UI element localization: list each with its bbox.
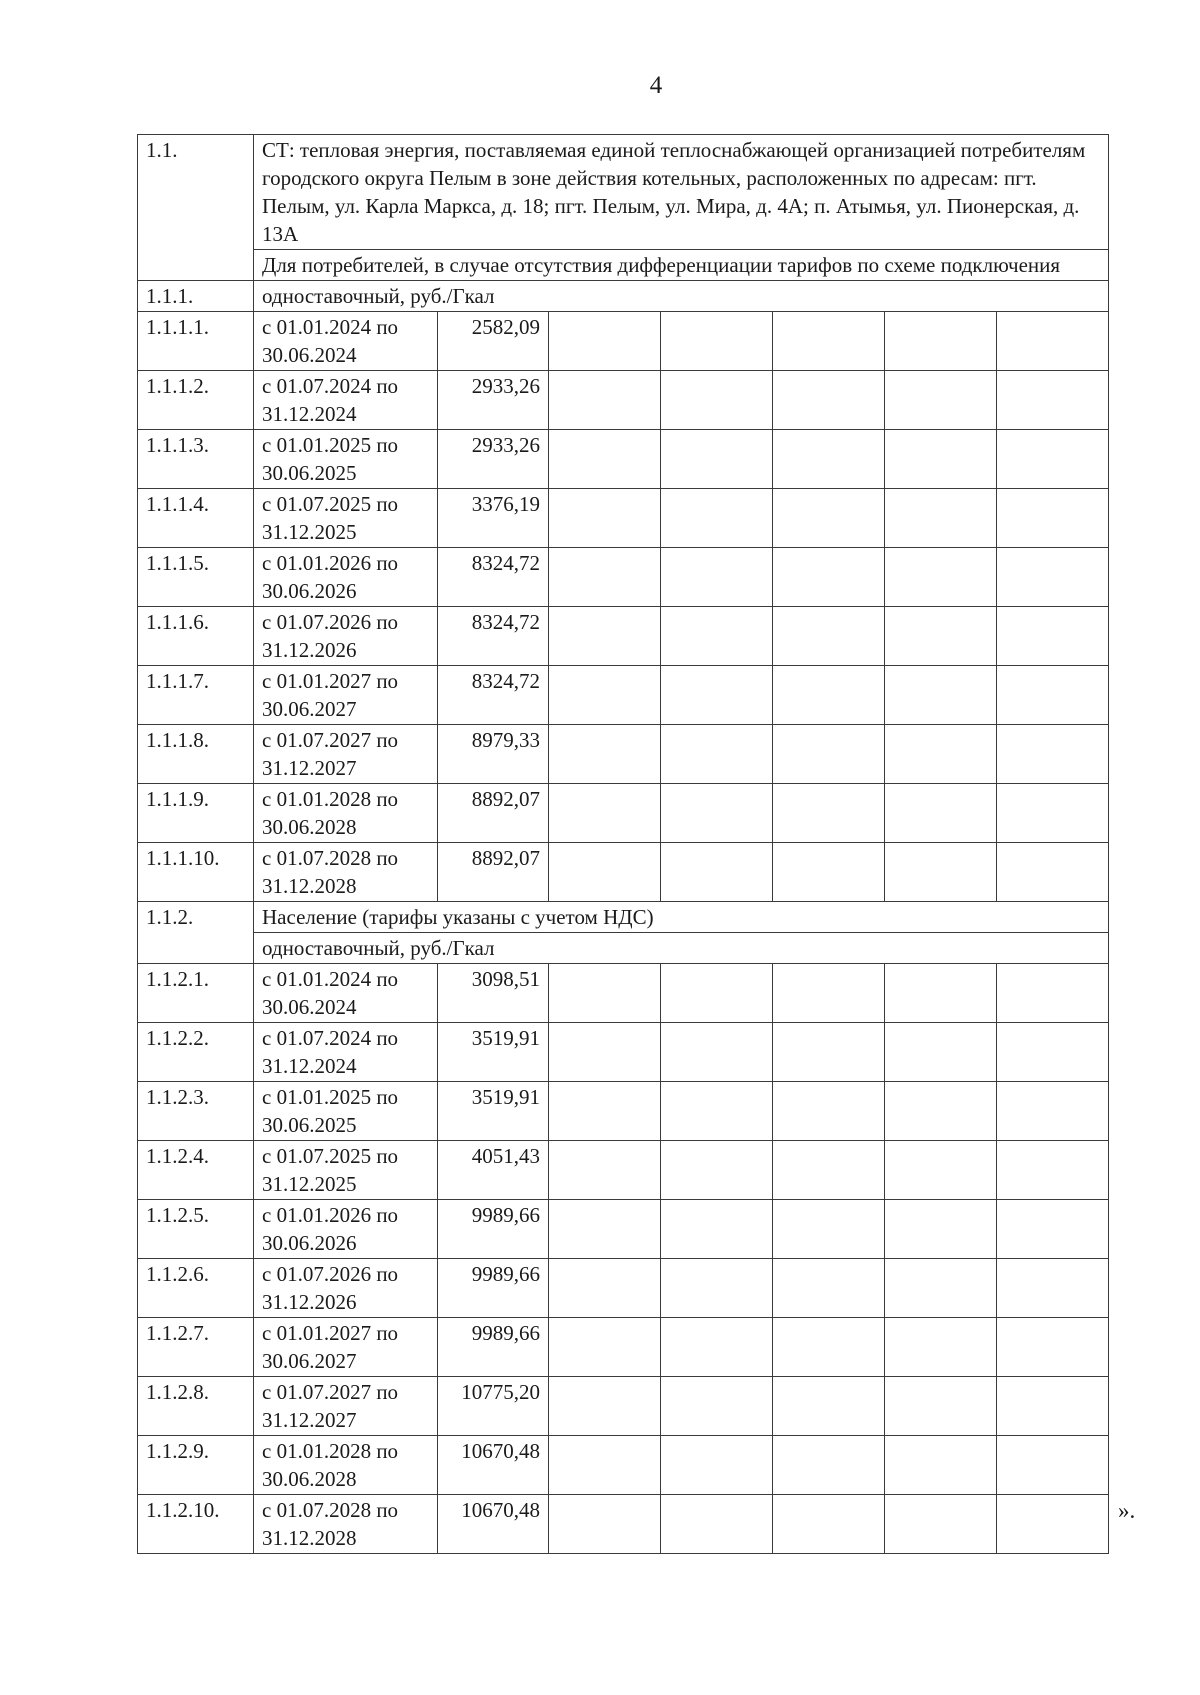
table-row xyxy=(138,725,1109,784)
row-value: 3519,91 xyxy=(438,1082,549,1141)
empty-cell xyxy=(997,964,1109,1023)
row-number: 1.1.1.2. xyxy=(138,371,254,430)
empty-cell xyxy=(549,666,661,725)
row-number: 1.1.1.4. xyxy=(138,489,254,548)
table-row xyxy=(138,1082,1109,1141)
empty-cell xyxy=(549,607,661,666)
row-value: 4051,43 xyxy=(438,1141,549,1200)
empty-cell xyxy=(885,548,997,607)
row-number: 1.1.1.6. xyxy=(138,607,254,666)
row-number: 1.1.1.10. xyxy=(138,843,254,902)
row-value: 9989,66 xyxy=(438,1259,549,1318)
empty-cell xyxy=(549,312,661,371)
empty-cell xyxy=(773,784,885,843)
empty-cell xyxy=(661,964,773,1023)
empty-cell xyxy=(549,1377,661,1436)
empty-cell xyxy=(549,1141,661,1200)
table-row xyxy=(138,489,1109,548)
row-period: с 01.07.2027 по 31.12.2027 xyxy=(254,1377,438,1436)
page-number: 4 xyxy=(649,72,663,99)
empty-cell xyxy=(773,1259,885,1318)
row-period: с 01.01.2026 по 30.06.2026 xyxy=(254,548,438,607)
row-value: 10775,20 xyxy=(438,1377,549,1436)
row-number: 1.1.2.4. xyxy=(138,1141,254,1200)
empty-cell xyxy=(885,489,997,548)
tariff-table xyxy=(137,134,1109,1554)
group-1-rows xyxy=(138,312,1109,902)
table-row xyxy=(138,1141,1109,1200)
row-period: с 01.07.2027 по 31.12.2027 xyxy=(254,725,438,784)
table-row xyxy=(138,1200,1109,1259)
empty-cell xyxy=(661,607,773,666)
empty-cell xyxy=(997,1436,1109,1495)
row-value: 8324,72 xyxy=(438,607,549,666)
section-number: 1.1. xyxy=(138,135,254,281)
empty-cell xyxy=(773,666,885,725)
row-period: с 01.01.2028 по 30.06.2028 xyxy=(254,1436,438,1495)
row-period: с 01.01.2027 по 30.06.2027 xyxy=(254,666,438,725)
empty-cell xyxy=(773,548,885,607)
empty-cell xyxy=(885,1495,997,1554)
row-value: 8892,07 xyxy=(438,784,549,843)
empty-cell xyxy=(885,1377,997,1436)
row-number: 1.1.2.3. xyxy=(138,1082,254,1141)
row-period: с 01.07.2024 по 31.12.2024 xyxy=(254,1023,438,1082)
row-period: с 01.07.2026 по 31.12.2026 xyxy=(254,607,438,666)
empty-cell xyxy=(885,1318,997,1377)
row-value: 10670,48 xyxy=(438,1495,549,1554)
table-row xyxy=(138,548,1109,607)
table-row xyxy=(138,1436,1109,1495)
empty-cell xyxy=(549,964,661,1023)
row-period: с 01.07.2024 по 31.12.2024 xyxy=(254,371,438,430)
empty-cell xyxy=(997,1141,1109,1200)
row-period: с 01.01.2024 по 30.06.2024 xyxy=(254,312,438,371)
empty-cell xyxy=(661,371,773,430)
row-number: 1.1.1.5. xyxy=(138,548,254,607)
empty-cell xyxy=(997,1495,1109,1554)
row-period: с 01.01.2027 по 30.06.2027 xyxy=(254,1318,438,1377)
empty-cell xyxy=(997,430,1109,489)
row-period: с 01.07.2028 по 31.12.2028 xyxy=(254,843,438,902)
table-row xyxy=(138,784,1109,843)
empty-cell xyxy=(997,1377,1109,1436)
empty-cell xyxy=(885,784,997,843)
empty-cell xyxy=(885,843,997,902)
empty-cell xyxy=(773,1495,885,1554)
empty-cell xyxy=(773,1141,885,1200)
empty-cell xyxy=(661,312,773,371)
section-title-row xyxy=(138,135,1109,250)
row-period: с 01.07.2025 по 31.12.2025 xyxy=(254,489,438,548)
row-value: 9989,66 xyxy=(438,1318,549,1377)
empty-cell xyxy=(997,1200,1109,1259)
empty-cell xyxy=(661,1495,773,1554)
empty-cell xyxy=(885,371,997,430)
empty-cell xyxy=(885,1082,997,1141)
empty-cell xyxy=(549,784,661,843)
empty-cell xyxy=(661,1023,773,1082)
empty-cell xyxy=(885,725,997,784)
group-1-header-row xyxy=(138,281,1109,312)
row-number: 1.1.1.7. xyxy=(138,666,254,725)
empty-cell xyxy=(661,1141,773,1200)
empty-cell xyxy=(661,548,773,607)
empty-cell xyxy=(773,725,885,784)
group-2-label: одноставочный, руб./Гкал xyxy=(254,933,1109,964)
row-period: с 01.07.2025 по 31.12.2025 xyxy=(254,1141,438,1200)
table-row xyxy=(138,1318,1109,1377)
table-row xyxy=(138,430,1109,489)
row-period: с 01.01.2025 по 30.06.2025 xyxy=(254,1082,438,1141)
empty-cell xyxy=(997,784,1109,843)
empty-cell xyxy=(549,1259,661,1318)
row-number: 1.1.2.5. xyxy=(138,1200,254,1259)
empty-cell xyxy=(661,843,773,902)
row-number: 1.1.2.9. xyxy=(138,1436,254,1495)
row-number: 1.1.2.1. xyxy=(138,964,254,1023)
empty-cell xyxy=(773,489,885,548)
row-number: 1.1.1.1. xyxy=(138,312,254,371)
empty-cell xyxy=(661,725,773,784)
empty-cell xyxy=(997,371,1109,430)
row-number: 1.1.1.9. xyxy=(138,784,254,843)
empty-cell xyxy=(549,1082,661,1141)
empty-cell xyxy=(885,312,997,371)
empty-cell xyxy=(661,1200,773,1259)
empty-cell xyxy=(997,666,1109,725)
row-number: 1.1.2.10. xyxy=(138,1495,254,1554)
row-period: с 01.01.2025 по 30.06.2025 xyxy=(254,430,438,489)
empty-cell xyxy=(773,1436,885,1495)
empty-cell xyxy=(661,1082,773,1141)
empty-cell xyxy=(885,1259,997,1318)
row-period: с 01.07.2028 по 31.12.2028 xyxy=(254,1495,438,1554)
empty-cell xyxy=(997,725,1109,784)
empty-cell xyxy=(549,489,661,548)
empty-cell xyxy=(549,1200,661,1259)
empty-cell xyxy=(773,964,885,1023)
empty-cell xyxy=(885,1141,997,1200)
consumers-note-row xyxy=(138,250,1109,281)
empty-cell xyxy=(773,1082,885,1141)
empty-cell xyxy=(773,312,885,371)
empty-cell xyxy=(773,1023,885,1082)
empty-cell xyxy=(885,666,997,725)
empty-cell xyxy=(773,430,885,489)
row-number: 1.1.1.3. xyxy=(138,430,254,489)
empty-cell xyxy=(549,371,661,430)
row-value: 3098,51 xyxy=(438,964,549,1023)
empty-cell xyxy=(885,430,997,489)
empty-cell xyxy=(885,964,997,1023)
empty-cell xyxy=(997,548,1109,607)
row-value: 3519,91 xyxy=(438,1023,549,1082)
group-1-label: одноставочный, руб./Гкал xyxy=(254,281,1109,312)
row-value: 8979,33 xyxy=(438,725,549,784)
empty-cell xyxy=(997,843,1109,902)
empty-cell xyxy=(997,312,1109,371)
table-row xyxy=(138,371,1109,430)
empty-cell xyxy=(885,1436,997,1495)
row-value: 3376,19 xyxy=(438,489,549,548)
row-value: 2933,26 xyxy=(438,430,549,489)
row-period: с 01.07.2026 по 31.12.2026 xyxy=(254,1259,438,1318)
table-row xyxy=(138,666,1109,725)
row-period: с 01.01.2024 по 30.06.2024 xyxy=(254,964,438,1023)
empty-cell xyxy=(549,548,661,607)
empty-cell xyxy=(773,371,885,430)
row-number: 1.1.1.8. xyxy=(138,725,254,784)
table-row xyxy=(138,1023,1109,1082)
table-row xyxy=(138,607,1109,666)
empty-cell xyxy=(773,1200,885,1259)
table-row xyxy=(138,964,1109,1023)
empty-cell xyxy=(549,725,661,784)
empty-cell xyxy=(773,607,885,666)
empty-cell xyxy=(997,1023,1109,1082)
empty-cell xyxy=(661,1259,773,1318)
row-value: 2582,09 xyxy=(438,312,549,371)
group-2-number: 1.1.2. xyxy=(138,902,254,964)
empty-cell xyxy=(549,1495,661,1554)
empty-cell xyxy=(661,489,773,548)
empty-cell xyxy=(549,843,661,902)
group-2-label-row xyxy=(138,933,1109,964)
empty-cell xyxy=(661,784,773,843)
row-value: 10670,48 xyxy=(438,1436,549,1495)
empty-cell xyxy=(549,430,661,489)
empty-cell xyxy=(997,1259,1109,1318)
group-2-title: Население (тарифы указаны с учетом НДС) xyxy=(254,902,1109,933)
empty-cell xyxy=(661,430,773,489)
empty-cell xyxy=(661,666,773,725)
empty-cell xyxy=(997,489,1109,548)
table-row xyxy=(138,312,1109,371)
row-period: с 01.01.2028 по 30.06.2028 xyxy=(254,784,438,843)
empty-cell xyxy=(661,1436,773,1495)
empty-cell xyxy=(661,1377,773,1436)
row-value: 8324,72 xyxy=(438,666,549,725)
consumers-note: Для потребителей, в случае отсутствия дифференциации тарифов по схеме подключения xyxy=(254,250,1109,281)
empty-cell xyxy=(885,1023,997,1082)
row-value: 8892,07 xyxy=(438,843,549,902)
empty-cell xyxy=(773,1318,885,1377)
row-number: 1.1.2.8. xyxy=(138,1377,254,1436)
group-2-rows xyxy=(138,964,1109,1554)
row-value: 2933,26 xyxy=(438,371,549,430)
empty-cell xyxy=(773,1377,885,1436)
table-row xyxy=(138,1495,1109,1554)
empty-cell xyxy=(549,1436,661,1495)
empty-cell xyxy=(549,1023,661,1082)
row-number: 1.1.2.6. xyxy=(138,1259,254,1318)
table-row xyxy=(138,1259,1109,1318)
section-title: СТ: тепловая энергия, поставляемая единой теплоснабжающей организацией потребителям городского округа Пелым в зоне действия котельных, расположенных по адресам: пгт. Пелым, ул. Карла Маркса, д. 18; пгт. Пелым, ул. Мира, д. 4А; п. Атымья, ул. Пионерская, д. 13А xyxy=(254,135,1109,250)
row-value: 8324,72 xyxy=(438,548,549,607)
empty-cell xyxy=(997,607,1109,666)
empty-cell xyxy=(997,1082,1109,1141)
empty-cell xyxy=(549,1318,661,1377)
group-1-number: 1.1.1. xyxy=(138,281,254,312)
group-2-title-row xyxy=(138,902,1109,933)
empty-cell xyxy=(773,843,885,902)
table-row xyxy=(138,843,1109,902)
row-number: 1.1.2.7. xyxy=(138,1318,254,1377)
row-period: с 01.01.2026 по 30.06.2026 xyxy=(254,1200,438,1259)
closing-quote-mark: ». xyxy=(1118,1498,1136,1523)
empty-cell xyxy=(885,1200,997,1259)
empty-cell xyxy=(885,607,997,666)
empty-cell xyxy=(661,1318,773,1377)
row-number: 1.1.2.2. xyxy=(138,1023,254,1082)
row-value: 9989,66 xyxy=(438,1200,549,1259)
empty-cell xyxy=(997,1318,1109,1377)
table-row xyxy=(138,1377,1109,1436)
